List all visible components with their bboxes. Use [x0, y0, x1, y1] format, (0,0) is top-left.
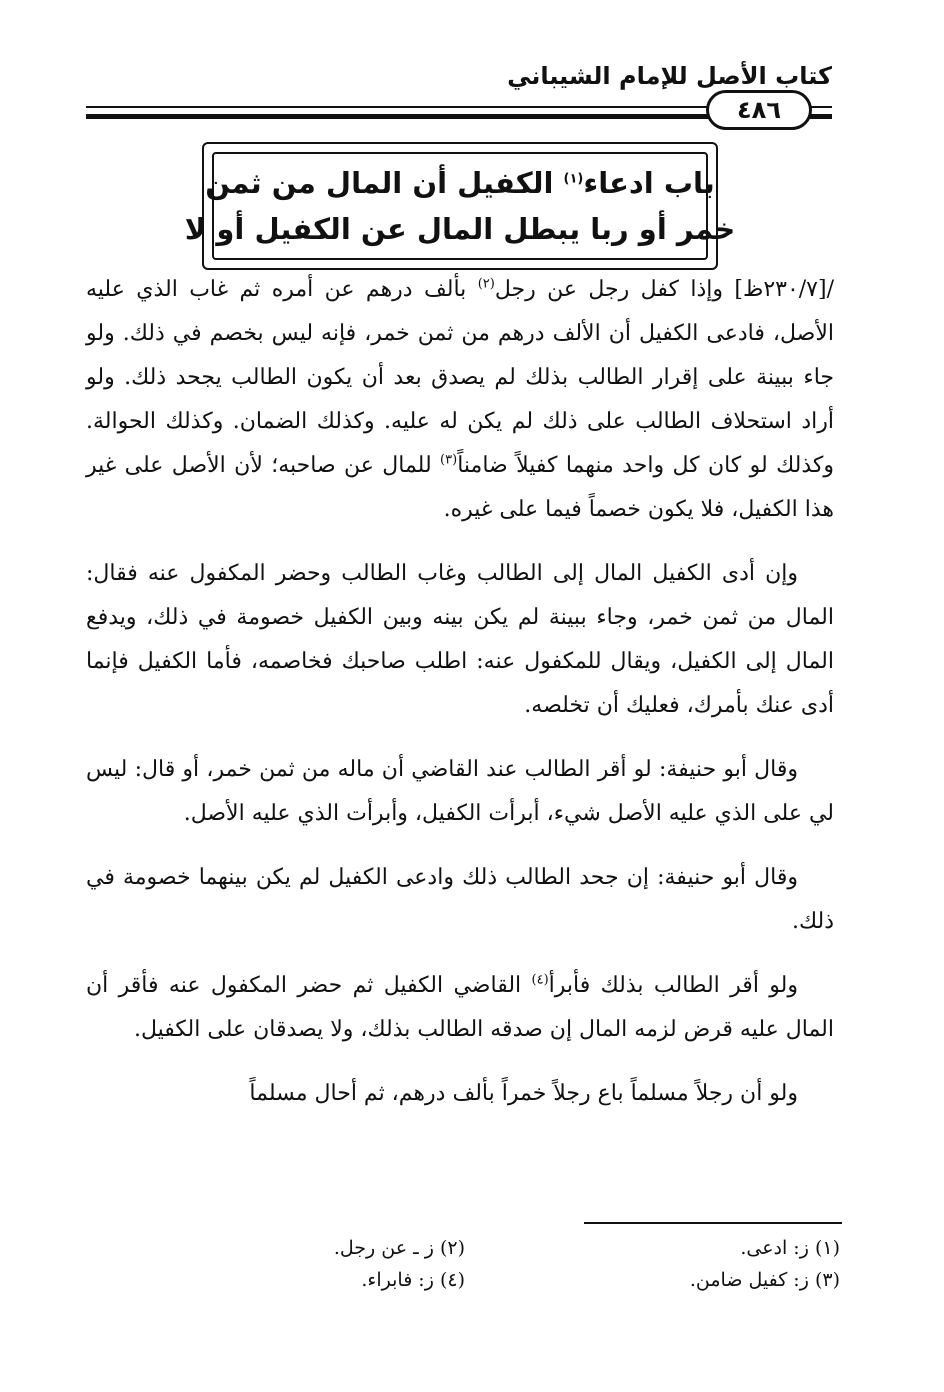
chapter-title-line-2: خمر أو ربا يبطل المال عن الكفيل أو لا [184, 212, 736, 246]
paragraph-4: وقال أبو حنيفة: إن جحد الطالب ذلك وادعى الكفيل لم يكن بينهما خصومة في ذلك. [86, 865, 834, 934]
footnote-4 [90, 1264, 465, 1296]
footnote-row [90, 1264, 840, 1296]
footnote-3-number: (٣) [814, 1269, 840, 1291]
chapter-title-part-a: باب ادعاء [583, 166, 715, 200]
paragraph-1-part-3: للمال عن صاحبه؛ لأن الأصل على غير هذا الكفيل، فلا يكون خصماً فيما على غيره. [86, 453, 834, 522]
chapter-title-part-b: الكفيل أن المال من ثمن [205, 166, 564, 200]
footnote-ref-2: (٢) [477, 276, 495, 292]
chapter-title-line-1 [205, 160, 715, 206]
chapter-title-inner-frame [184, 152, 736, 260]
running-title: كتاب الأصل للإمام الشيباني [507, 62, 832, 90]
body-text [86, 268, 834, 1136]
footnote-1-text: ز: ادعى. [740, 1237, 809, 1259]
footnote-4-number: (٤) [439, 1269, 465, 1291]
paragraph-2: وإن أدى الكفيل المال إلى الطالب وغاب الطالب وحضر المكفول عنه فقال: المال من ثمن خمر، وجاء ببينة لم يكن بينه وبين الكفيل خصومة في ذلك، ويدفع المال إلى الكفيل، ويقال للمكفول عنه: اطلب صاحبك فخاصمه، فأما الكفيل فإنما أدى عنك بأمرك، فعليك أن تخلصه. [86, 561, 834, 718]
footnote-3-text: ز: كفيل ضامن. [689, 1269, 809, 1291]
paragraph-1 [86, 268, 834, 532]
page-number: ٤٨٦ [706, 90, 812, 130]
footnote-row [90, 1232, 840, 1264]
footnote-ref-3: (٣) [440, 452, 458, 468]
footnote-2-number: (٢) [439, 1237, 465, 1259]
footnote-2-text: ز ـ عن رجل. [333, 1237, 434, 1259]
footnote-2 [90, 1232, 465, 1264]
footnote-1 [465, 1232, 840, 1264]
paragraph-5 [86, 964, 834, 1052]
paragraph-6: ولو أن رجلاً مسلماً باع رجلاً خمراً بألف درهم، ثم أحال مسلماً [249, 1081, 798, 1106]
footnote-ref-4: (٤) [531, 972, 549, 988]
paragraph-5-part-1: ولو أقر الطالب بذلك فأبرأ [548, 973, 798, 998]
footnote-ref-1: (١) [563, 171, 584, 187]
paragraph-1-part-1: /[٢٣٠/٧ظ] وإذا كفل رجل عن رجل [494, 277, 834, 302]
footnotes [90, 1232, 840, 1296]
chapter-title-frame [184, 142, 736, 270]
paragraph-1-part-2: بألف درهم عن أمره ثم غاب الذي عليه الأصل، فادعى الكفيل أن الألف درهم من ثمن خمر، فإنه ليس بخصم في ذلك. ولو جاء ببينة على إقرار الطالب بذلك لم يصدق بعد أن يكون الطالب يجحد ذلك. ولو أراد استحلاف الطالب على ذلك لم يكن له عليه. وكذلك الضمان. وكذلك الحوالة. وكذلك لو كان كل واحد منهما كفيلاً ضامناً [86, 277, 834, 478]
footnote-rule [584, 1222, 842, 1224]
footnote-1-number: (١) [814, 1237, 840, 1259]
footnote-4-text: ز: فابراء. [361, 1269, 434, 1291]
paragraph-3: وقال أبو حنيفة: لو أقر الطالب عند القاضي أن ماله من ثمن خمر، أو قال: ليس لي على الذي عليه الأصل شيء، أبرأت الكفيل، وأبرأت الذي عليه الأصل. [86, 757, 834, 826]
paragraph-5-part-2: القاضي الكفيل ثم حضر المكفول عنه فأقر أن المال عليه قرض لزمه المال إن صدقه الطالب بذلك، ولا يصدقان على الكفيل. [86, 973, 834, 1042]
footnote-3 [465, 1264, 840, 1296]
